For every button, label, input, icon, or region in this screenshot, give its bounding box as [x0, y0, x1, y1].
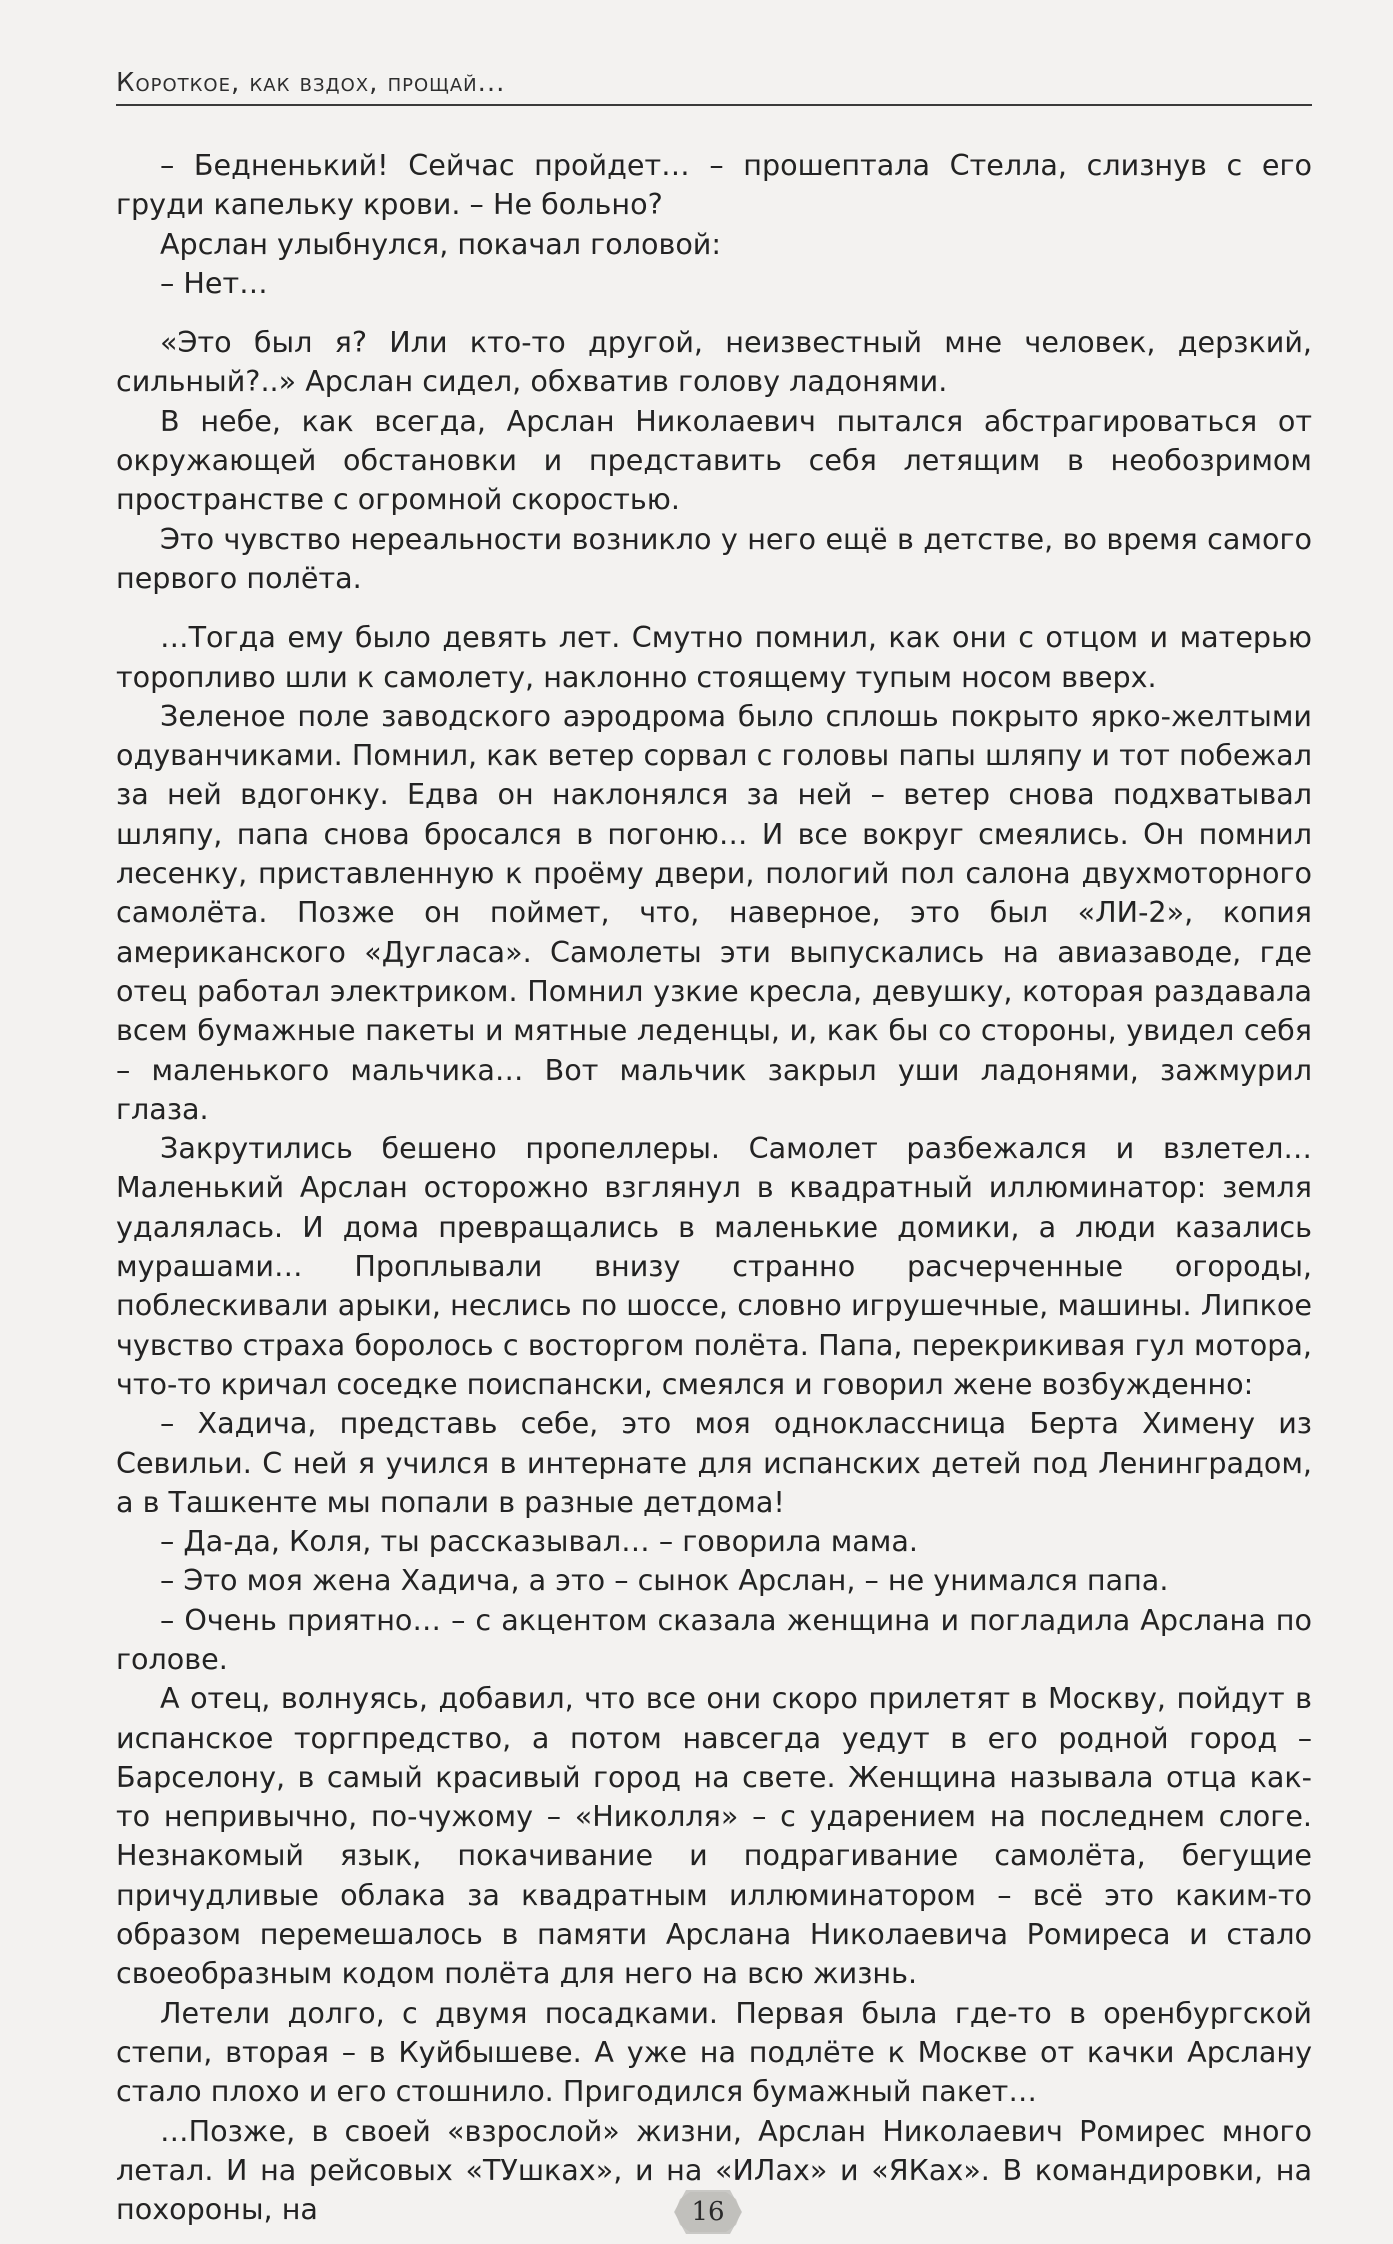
paragraph: А отец, волнуясь, добавил, что все они скоро прилетят в Москву, пойдут в испанское торгпредство, а потом навсегда уедут в его родной город – Барселону, в самый красивый город на свете. Женщина называла отца как-то непривычно, по-чужому – «Николля» – с ударением на последнем слоге. Незнакомый язык, покачивание и подрагивание самолёта, бегущие причудливые облака за квадратным иллюминатором – всё это каким-то образом перемешалось в памяти Арслана Николаевича Ромиреса и стало своеобразным кодом полёта для него на всю жизнь. — [116, 1681, 1312, 1991]
paragraph: – Очень приятно… – с акцентом сказала женщина и погладила Арслана по голове. — [116, 1602, 1312, 1676]
paragraph: Зеленое поле заводского аэродрома было сплошь покрыто ярко-желтыми одуванчиками. Помнил, как ветер сорвал с головы папы шляпу и тот побежал за ней вдогонку. Едва он наклонялся за ней – ветер снова подхватывал шляпу, папа снова бросался в погоню… И все вокруг смеялись. Он помнил лесенку, приставленную к проёму двери, пологий пол салона двухмоторного самолёта. Позже он поймет, что, наверное, это был «ЛИ-2», копия американского «Дугласа». Самолеты эти выпускались на авиазаводе, где отец работал электриком. Помнил узкие кресла, девушку, которая раздавала всем бумажные пакеты и мятные леденцы, и, как бы со стороны, увидел себя – маленького мальчика… Вот мальчик закрыл уши ладонями, зажмурил глаза. — [116, 698, 1312, 1126]
paragraph: Это чувство нереальности возникло у него ещё в детстве, во время самого первого полёта. — [116, 521, 1312, 595]
paragraph: – Хадича, представь себе, это моя одноклассница Берта Химену из Севильи. С ней я учился в интернате для испанских детей под Ленинградом, а в Ташкенте мы попали в разные детдома! — [116, 1406, 1312, 1519]
paragraph: – Бедненький! Сейчас пройдет… – прошептала Стелла, слизнув с его груди капельку крови. – Не больно? — [116, 148, 1312, 222]
text-body — [116, 146, 1312, 2229]
running-title: Короткое, как вздох, прощай... — [116, 68, 506, 98]
page-number: 16 — [691, 2197, 725, 2227]
paragraph: Арслан улыбнулся, покачал головой: — [160, 226, 722, 261]
paragraph: Закрутились бешено пропеллеры. Самолет разбежался и взлетел… Маленький Арслан осторожно взглянул в квадратный иллюминатор: земля удалялась. И дома превращались в маленькие домики, а люди казались мурашами… Проплывали внизу странно расчерченные огороды, поблескивали арыки, неслись по шоссе, словно игрушечные, машины. Липкое чувство страха боролось с восторгом полёта. Папа, перекрикивая гул мотора, что-то кричал соседке поиспански, смеялся и говорил жене возбужденно: — [116, 1131, 1312, 1401]
paragraph: – Нет… — [160, 265, 268, 300]
paragraph: Летели долго, с двумя посадками. Первая была где-то в оренбургской степи, вторая – в Куйбышеве. А уже на подлёте к Москве от качки Арслану стало плохо и его стошнило. Пригодился бумажный пакет… — [116, 1995, 1312, 2109]
paragraph: – Да-да, Коля, ты рассказывал… – говорила мама. — [160, 1524, 918, 1559]
paragraph: В небе, как всегда, Арслан Николаевич пытался абстрагироваться от окружающей обстановки и представить себя летящим в необозримом пространстве с огромной скоростью. — [116, 403, 1312, 517]
page-number-badge — [672, 2187, 744, 2237]
page-header — [116, 68, 1312, 106]
paragraph: …Позже, в своей «взрослой» жизни, Арслан Николаевич Ромирес много летал. И на рейсовых «ТУшках», и на «ИЛах» и «ЯКах». В командировки, на похороны, на — [116, 2113, 1312, 2227]
paragraph: – Это моя жена Хадича, а это – сынок Арслан, – не унимался папа. — [160, 1563, 1169, 1598]
paragraph: …Тогда ему было девять лет. Смутно помнил, как они с отцом и матерью торопливо шли к самолету, наклонно стоящему тупым носом вверх. — [116, 620, 1312, 694]
paragraph: «Это был я? Или кто-то другой, неизвестный мне человек, дерзкий, сильный?..» Арслан сидел, обхватив голову ладонями. — [116, 325, 1312, 399]
